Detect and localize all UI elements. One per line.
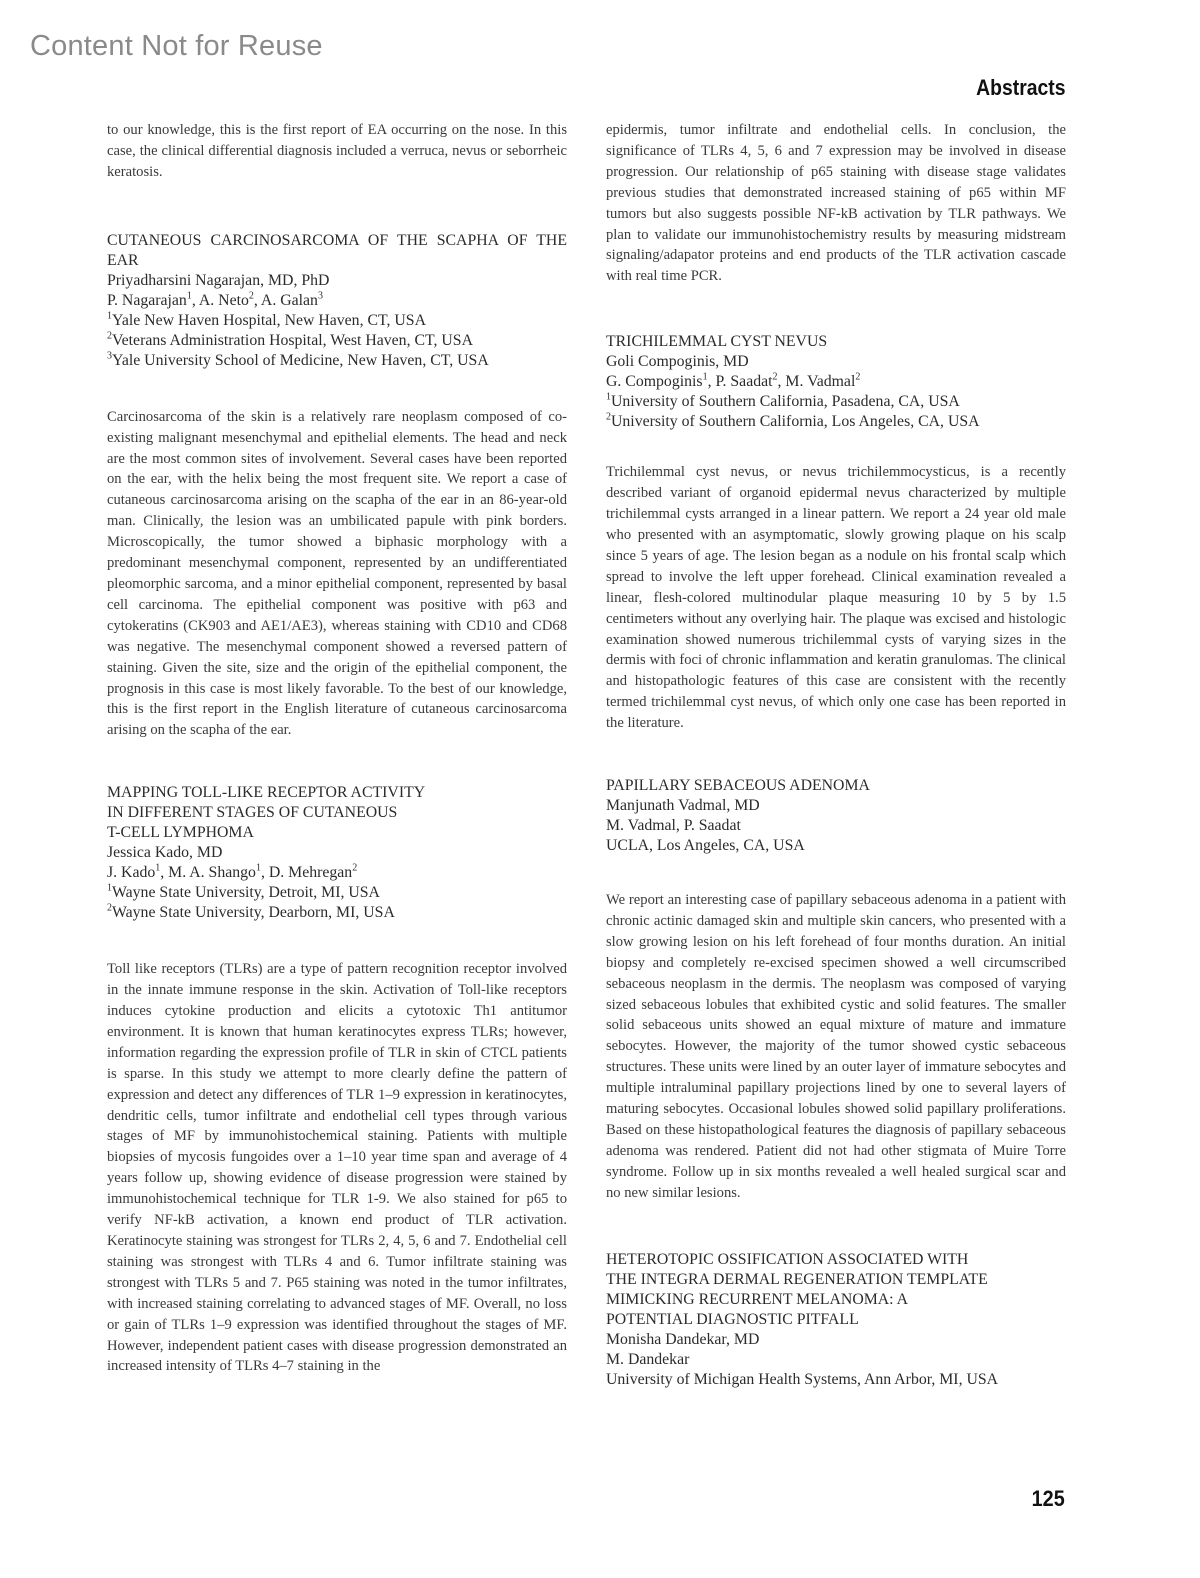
abstract-title-line: POTENTIAL DIAGNOSTIC PITFALL bbox=[606, 1310, 859, 1328]
author-list: G. Compoginis$^1$, P. Saadat$^2$, M. Vadmal$^2$ bbox=[606, 371, 861, 391]
watermark-text: Content Not for Reuse bbox=[30, 30, 323, 62]
presenter-name: Monisha Dandekar, MD bbox=[606, 1330, 760, 1348]
abstract-title-line: THE INTEGRA DERMAL REGENERATION TEMPLATE bbox=[606, 1270, 988, 1288]
affiliation: $^2$University of Southern California, Los Angeles, CA, USA bbox=[606, 411, 980, 431]
affiliation: UCLA, Los Angeles, CA, USA bbox=[606, 837, 805, 855]
abstract-title: CUTANEOUS CARCINOSARCOMA OF THE SCAPHA OF THE EAR bbox=[107, 231, 567, 269]
author-list: J. Kado$^1$, M. A. Shango$^1$, D. Mehregan$^2$ bbox=[107, 862, 358, 882]
author-list: M. Dandekar bbox=[606, 1350, 690, 1368]
running-header: Abstracts bbox=[975, 75, 1065, 100]
abstract-body: Carcinosarcoma of the skin is a relatively rare neoplasm composed of co-existing malignant mesenchymal and epithelial elements. The head and neck are the most common sites of involvement. Several cases have been reported on the ear, with the helix being the most frequent site. We report a case of cutaneous carcinosarcoma arising on the scapha of the ear in an 86-year-old man. Clinically, the lesion was an umbilicated papule with pink borders. Microscopically, the tumor showed a biphasic morphology with a predominant mesenchymal component, represented by an undifferentiated pleomorphic sarcoma, and a minor epithelial component, represented by basal cell carcinoma. The epithelial component was positive with p63 and cytokeratins (CK903 and AE1/AE3), whereas staining with CD10 and CD68 was negative. The mesenchymal component showed a reversed pattern of staining. Given the site, size and the origin of the epithelial component, the prognosis in this case is most likely favorable. To the best of our knowledge, this is the first report in the English literature of cutaneous carcinosarcoma arising on the scapha of the ear. bbox=[107, 408, 567, 739]
continued-text: to our knowledge, this is the first report of EA occurring on the nose. In this case, the clinical differential diagnosis included a verruca, nevus or seborrheic keratosis. bbox=[107, 122, 567, 180]
affiliation: $^3$Yale University School of Medicine, New Haven, CT, USA bbox=[107, 350, 489, 369]
abstract-title-line: MAPPING TOLL-LIKE RECEPTOR ACTIVITY bbox=[107, 784, 426, 802]
abstract-title-line: T-CELL LYMPHOMA bbox=[107, 824, 254, 842]
abstract-header bbox=[606, 776, 1066, 856]
right-column bbox=[606, 120, 1066, 1390]
affiliation: $^1$Yale New Haven Hospital, New Haven, CT, USA bbox=[107, 310, 426, 329]
abstract-carcinosarcoma bbox=[107, 231, 567, 742]
presenter-name: Priyadharsini Nagarajan, MD, PhD bbox=[107, 271, 330, 289]
left-column bbox=[107, 120, 567, 1377]
abstract-title-line: IN DIFFERENT STAGES OF CUTANEOUS bbox=[107, 804, 398, 822]
abstract-body: Trichilemmal cyst nevus, or nevus trichilemmocysticus, is a recently described variant of organoid epidermal nevus characterized by multiple trichilemmal cysts arranged in a linear pattern. We report a 24 year old male who presented with an asymptomatic, slowly growing plaque on his scalp since 5 years of age. The lesion began as a nodule on his frontal scalp which spread to involve the left upper forehead. Clinical examination revealed a linear, flesh-colored multinodular plaque measuring 10 by 5 by 1.5 centimeters without any overlying hair. The plaque was excised and histologic examination showed numerous trichilemmal cysts of varying sizes in the dermis with foci of chronic inflammation and keratin granulomas. The clinical and histopathologic features of this case are consistent with the recently termed trichilemmal cyst nevus, of which only one case has been reported in the literature. bbox=[606, 464, 1066, 732]
abstract-title-line: HETEROTOPIC OSSIFICATION ASSOCIATED WITH bbox=[606, 1250, 969, 1268]
page-number: 125 bbox=[1031, 1486, 1065, 1511]
abstract-title: TRICHILEMMAL CYST NEVUS bbox=[606, 333, 828, 351]
abstract-trichilemmal-cyst-nevus bbox=[606, 332, 1066, 734]
abstract-heterotopic-ossification bbox=[606, 1250, 1066, 1390]
presenter-name: Manjunath Vadmal, MD bbox=[606, 797, 760, 815]
abstract-header bbox=[606, 332, 1066, 432]
affiliation: $^2$Veterans Administration Hospital, West Haven, CT, USA bbox=[107, 330, 473, 349]
abstract-papillary-sebaceous-adenoma bbox=[606, 776, 1066, 1204]
presenter-name: Jessica Kado, MD bbox=[107, 844, 223, 862]
author-list: M. Vadmal, P. Saadat bbox=[606, 817, 741, 835]
presenter-name: Goli Compoginis, MD bbox=[606, 353, 749, 371]
abstract-title: PAPILLARY SEBACEOUS ADENOMA bbox=[606, 777, 870, 795]
abstract-header bbox=[107, 783, 567, 923]
affiliation: $^2$Wayne State University, Dearborn, MI, USA bbox=[107, 902, 395, 922]
affiliation: $^1$Wayne State University, Detroit, MI, USA bbox=[107, 882, 380, 902]
abstract-body: We report an interesting case of papillary sebaceous adenoma in a patient with chronic actinic damaged skin and multiple skin cancers, who presented with a slow growing lesion on his left forehead of four months duration. An initial biopsy and completely re-excised specimen showed a well circumscribed sebaceous neoplasm in the dermis. The neoplasm was composed of varying sized sebaceous lobules that exhibited cystic and solid features. The smaller solid sebaceous units showed an equal mixture of mature and immature sebocytes. However, the majority of the tumor showed cystic sebaceous structures. These units were lined by an outer layer of immature sebocytes and multiple intraluminal papillary projections lined by one to several layers of maturing sebocytes. Occasional lobules showed solid papillary proliferations. Based on these histopathological features the diagnosis of papillary sebaceous adenoma was rendered. Patient did not had other stigmata of Muire Torre syndrome. Follow up in six months revealed a well healed surgical scar and no new similar lesions. bbox=[606, 892, 1066, 1201]
author-list: P. Nagarajan$^1$, A. Neto$^2$, A. Galan$^3$ bbox=[107, 290, 323, 309]
affiliation: University of Michigan Health Systems, Ann Arbor, MI, USA bbox=[606, 1370, 999, 1388]
abstract-title-line: MIMICKING RECURRENT MELANOMA: A bbox=[606, 1290, 909, 1308]
abstract-toll-like-receptor bbox=[107, 783, 567, 1377]
abstract-header bbox=[107, 231, 567, 371]
abstract-header bbox=[606, 1250, 1066, 1390]
affiliation: $^1$University of Southern California, Pasadena, CA, USA bbox=[606, 391, 960, 411]
continued-text: epidermis, tumor infiltrate and endothelial cells. In conclusion, the significance of TLRs 4, 5, 6 and 7 expression may be involved in disease progression. Our relationship of p65 staining with disease stage validates previous studies that demonstrated increased staining of p65 within MF tumors but also suggests possible NF-kB activation by TLR pathways. We plan to validate our immunohistochemistry results by measuring midstream signaling/adapator proteins and end products of the TLR activation cascade with real time PCR. bbox=[606, 122, 1066, 285]
abstract-body: Toll like receptors (TLRs) are a type of pattern recognition receptor involved in the innate immune response in the skin. Activation of Toll-like receptors induces cytokine production and elicits a cytotoxic Th1 antitumor environment. It is known that human keratinocytes express TLRs; however, information regarding the expression profile of TLR in skin of CTCL patients is sparse. In this study we attempt to more clearly define the pattern of expression and detect any differences of TLR 1–9 expression in keratinocytes, dendritic cells, tumor infiltrate and endothelial cell types through various stages of MF by immunohistochemical staining. Patients with multiple biopsies of mycosis fungoides over a 1–10 year time span and average of 4 years follow up, showing evidence of disease progression were stained by immunohistochemical technique for TLR 1-9. We also stained for p65 to verify NF-kB activation, a known end product of TLR activation. Keratinocyte staining was strongest for TLRs 2, 4, 5, 6 and 7. Endothelial cell staining was strongest with TLRs 4 and 6. Tumor infiltrate staining was strongest with TLRs 5 and 7. P65 staining was noted in the tumor infiltrates, with increased staining correlating to advanced stages of MF. Overall, no loss or gain of TLRs 1–9 expression was identified throughout the stages of MF. However, independent patient cases with disease progression demonstrated an increased intensity of TLRs 4–7 staining in the bbox=[107, 961, 567, 1375]
